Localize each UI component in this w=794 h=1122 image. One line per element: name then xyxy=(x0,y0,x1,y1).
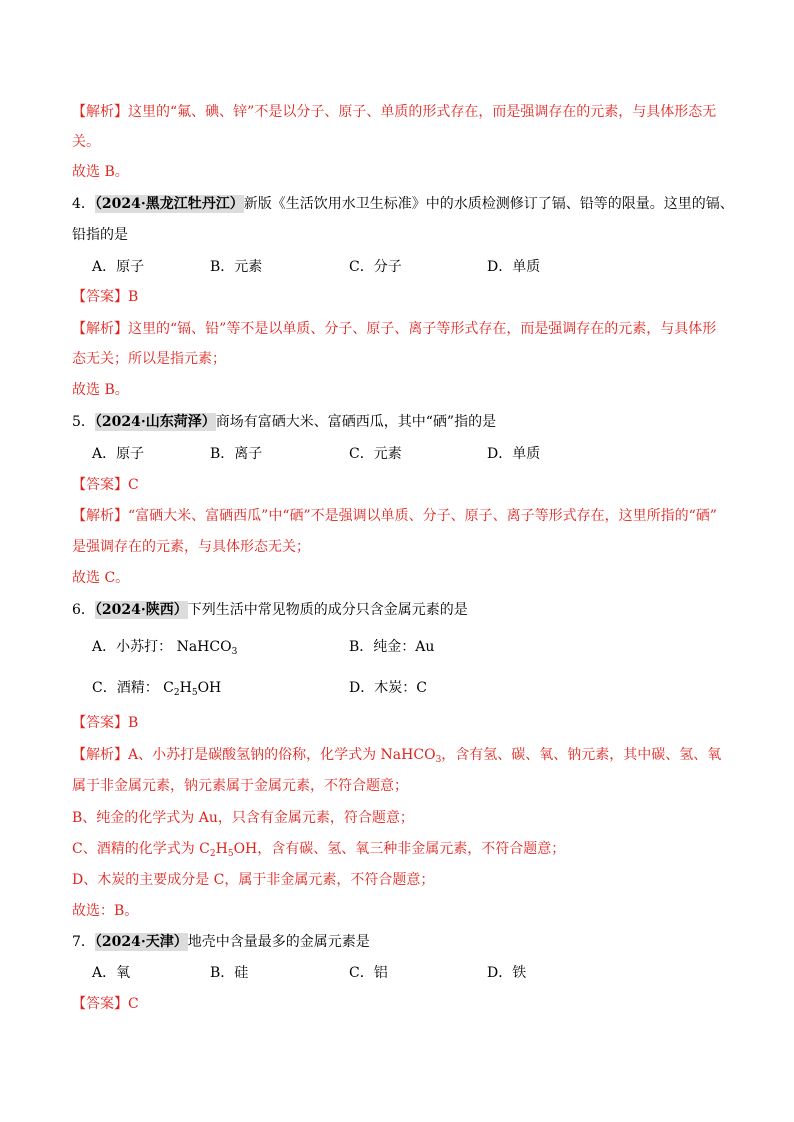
q5-analysis-line2: 是强调存在的元素，与具体形态无关； xyxy=(72,539,310,555)
q5-source-badge: （2024·山东菏泽） xyxy=(94,414,216,430)
formula-subscript: 2 xyxy=(173,688,180,698)
q7-stem-text: 地壳中含量最多的金属元素是 xyxy=(187,934,370,950)
q6-conclusion: 故选：B。 xyxy=(72,903,139,919)
analysis-text: ，含有氢、碳、氧、钠元素，其中碳、氢、氧 xyxy=(441,747,722,763)
q6-analysis-line4 xyxy=(72,839,565,859)
q6-analysis-line1 xyxy=(72,745,721,765)
q4-option-b: B．元素 xyxy=(210,259,263,275)
q3-analysis-line2: 关。 xyxy=(72,134,100,150)
formula-part: C xyxy=(163,680,174,696)
q5-option-a: A．原子 xyxy=(92,446,145,462)
formula-part: OH xyxy=(197,680,222,696)
q4-option-c: C．分子 xyxy=(349,259,402,275)
q6-option-a-formula xyxy=(177,639,238,655)
q5-stem xyxy=(72,412,496,432)
q6-option-c-formula xyxy=(163,680,221,696)
q7-number: 7． xyxy=(72,934,95,950)
q6-stem xyxy=(72,600,468,620)
formula-part: H xyxy=(179,680,192,696)
q5-option-b: B．离子 xyxy=(210,446,263,462)
q7-option-b: B．硅 xyxy=(210,965,249,981)
analysis-text: C、酒精的化学式为 C xyxy=(72,841,210,857)
q6-analysis-line3: B、纯金的化学式为 Au，只含有金属元素，符合题意； xyxy=(72,810,414,826)
q4-number: 4． xyxy=(72,196,95,212)
q5-option-d: D．单质 xyxy=(487,446,541,462)
q4-conclusion: 故选 B。 xyxy=(72,382,129,398)
q5-answer: 【答案】C xyxy=(72,477,139,493)
q3-conclusion: 故选 B。 xyxy=(72,164,129,180)
formula-part: NaHCO xyxy=(176,639,232,655)
q5-number: 5． xyxy=(72,414,95,430)
analysis-text: H xyxy=(215,841,228,857)
formula-subscript: 5 xyxy=(227,849,234,859)
analysis-text: OH，含有碳、氢、氧三种非金属元素，不符合题意； xyxy=(233,841,566,857)
q7-option-d: D．铁 xyxy=(487,965,527,981)
q5-conclusion: 故选 C。 xyxy=(72,570,130,586)
q4-analysis-line2: 态无关；所以是指元素； xyxy=(72,351,226,367)
q6-answer: 【答案】B xyxy=(72,715,139,731)
q6-source-badge: （2024·陕西） xyxy=(94,602,188,618)
q6-analysis-line2: 属于非金属元素，钠元素属于金属元素，不符合题意； xyxy=(72,778,408,794)
q6-option-d: D．木炭：C xyxy=(349,680,427,696)
q5-analysis-line1: 【解析】“富硒大米、富硒西瓜”中“硒”不是强调以单质、分子、原子、离子等形式存在，这里所指的“硒” xyxy=(72,508,717,524)
q6-analysis-line5: D、木炭的主要成分是 C，属于非金属元素，不符合题意； xyxy=(72,872,435,888)
q4-option-d: D．单质 xyxy=(487,259,541,275)
formula-subscript: 3 xyxy=(231,647,238,657)
q6-option-c xyxy=(92,678,221,698)
q7-answer: 【答案】C xyxy=(72,996,139,1012)
q4-answer: 【答案】B xyxy=(72,289,139,305)
q4-analysis-line1: 【解析】这里的“镉、铅”等不是以单质、分子、原子、离子等形式存在，而是强调存在的元素，与具体形 xyxy=(72,321,717,337)
q4-source-badge: （2024·黑龙江牡丹江） xyxy=(94,196,244,212)
q6-option-c-label: C．酒精： xyxy=(92,680,159,696)
q6-option-b: B．纯金：Au xyxy=(349,639,435,655)
q4-option-a: A．原子 xyxy=(92,259,145,275)
q7-source-badge: （2024·天津） xyxy=(94,934,188,950)
q7-stem xyxy=(72,932,370,952)
q5-stem-text: 商场有富硒大米、富硒西瓜，其中“硒”指的是 xyxy=(215,414,497,430)
formula-subscript: 2 xyxy=(209,849,216,859)
q6-number: 6． xyxy=(72,602,95,618)
formula-subscript: 3 xyxy=(435,755,442,765)
q4-stem-line1 xyxy=(72,194,734,214)
q6-option-a xyxy=(92,637,237,657)
q6-option-a-label: A．小苏打： xyxy=(92,639,173,655)
q7-option-a: A．氧 xyxy=(92,965,131,981)
analysis-text: 【解析】A、小苏打是碳酸氢钠的俗称，化学式为 NaHCO xyxy=(72,747,436,763)
q6-stem-text: 下列生活中常见物质的成分只含金属元素的是 xyxy=(187,602,468,618)
q4-stem-line2: 铅指的是 xyxy=(72,227,128,243)
q4-stem-text: 新版《生活饮用水卫生标准》中的水质检测修订了镉、铅等的限量。这里的镉、 xyxy=(243,196,734,212)
formula-subscript: 5 xyxy=(191,688,198,698)
q7-option-c: C．铝 xyxy=(349,965,388,981)
q3-analysis-line1: 【解析】这里的“氟、碘、锌”不是以分子、原子、单质的形式存在，而是强调存在的元素，与具体形态无 xyxy=(72,104,717,120)
q5-option-c: C．元素 xyxy=(349,446,402,462)
